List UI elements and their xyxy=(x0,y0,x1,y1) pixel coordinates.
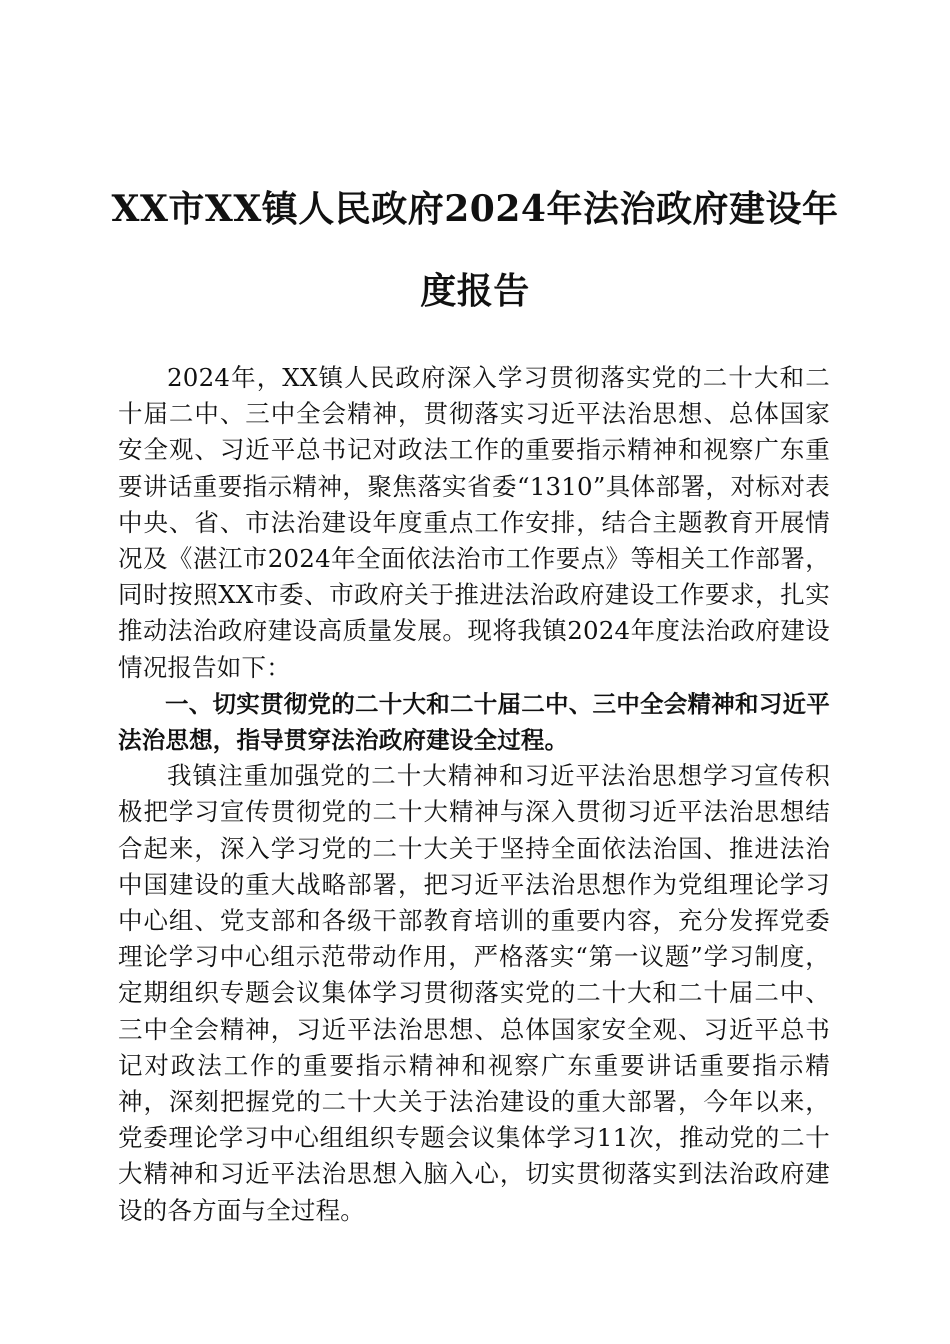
document-title xyxy=(110,168,840,332)
title-line-2: 度报告 xyxy=(420,270,530,312)
document-body xyxy=(118,360,830,1229)
intro-paragraph: 2024年，XX镇人民政府深入学习贯彻落实党的二十大和二十届二中、三中全会精神，贯彻落实习近平法治思想、总体国家安全观、习近平总书记对政法工作的重要指示精神和视察广东重要讲话重要指示精神，聚焦落实省委“1310”具体部署，对标对表中央、省、市法治建设年度重点工作安排，结合主题教育开展情况及《湛江市2024年全面依法治市工作要点》等相关工作部署，同时按照XX市委、市政府关于推进法治政府建设工作要求，扎实推动法治政府建设高质量发展。现将我镇2024年度法治政府建设情况报告如下： xyxy=(118,363,830,682)
title-line-1: XX市XX镇人民政府2024年法治政府建设年 xyxy=(111,188,839,230)
section-heading-1: 一、切实贯彻党的二十大和二十届二中、三中全会精神和习近平法治思想，指导贯穿法治政府建设全过程。 xyxy=(118,689,830,755)
section-1-paragraph: 我镇注重加强党的二十大精神和习近平法治思想学习宣传积极把学习宣传贯彻党的二十大精神与深入贯彻习近平法治思想结合起来，深入学习党的二十大关于坚持全面依法治国、推进法治中国建设的重大战略部署，把习近平法治思想作为党组理论学习中心组、党支部和各级干部教育培训的重要内容，充分发挥党委理论学习中心组示范带动作用，严格落实“第一议题”学习制度，定期组织专题会议集体学习贯彻落实党的二十大和二十届二中、三中全会精神，习近平法治思想、总体国家安全观、习近平总书记对政法工作的重要指示精神和视察广东重要讲话重要指示精神，深刻把握党的二十大关于法治建设的重大部署，今年以来，党委理论学习中心组组织专题会议集体学习11次，推动党的二十大精神和习近平法治思想入脑入心，切实贯彻落实到法治政府建设的各方面与全过程。 xyxy=(118,761,830,1225)
